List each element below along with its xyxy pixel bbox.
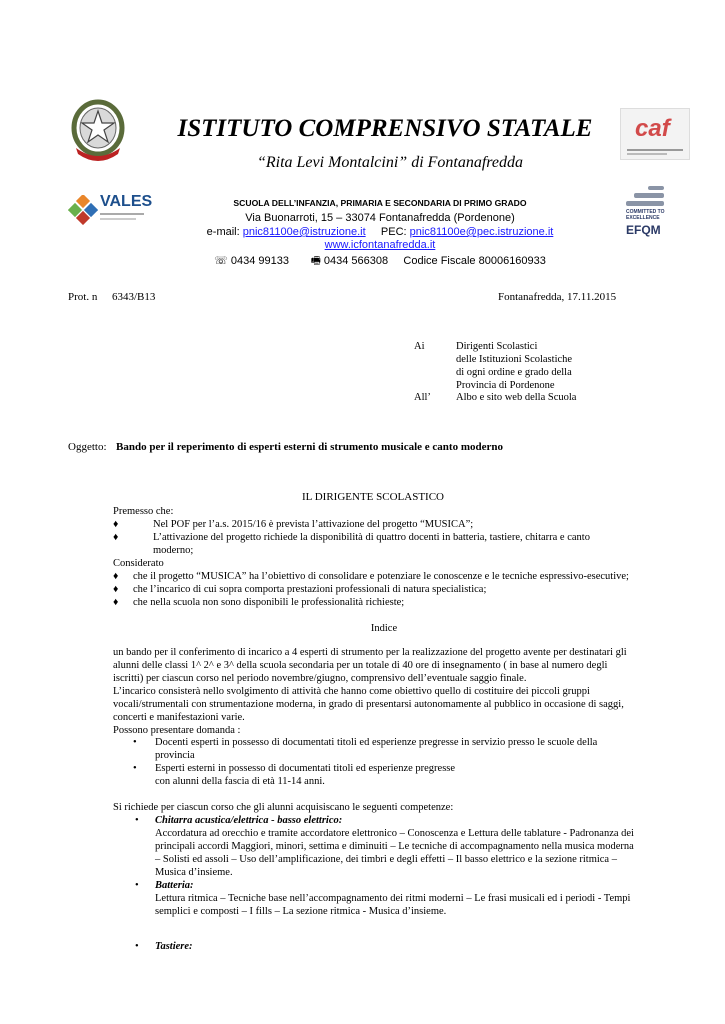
recipient-line: Dirigenti Scolastici [456,341,538,352]
course-name: Batteria: [155,880,194,891]
premesso-item: ♦ L’attivazione del progetto richiede la disponibilità di quattro docenti in batteria, tastiere, chitarra e canto moderno; [113,532,590,556]
considerato-heading: Considerato [113,558,164,569]
course-name: Tastiere: [155,941,193,952]
premesso-heading: Premesso che: [113,506,174,517]
body-heading: IL DIRIGENTE SCOLASTICO [302,491,444,503]
efqm-logo-text: EFQM [626,223,661,237]
prot-label: Prot. n [68,291,98,303]
diamond-bullet-icon: ♦ [113,584,119,595]
bullet-icon: • [133,737,137,748]
recipient-line: delle Istituzioni Scolastiche [456,354,573,365]
prot-number: 6343/B13 [112,291,156,303]
subject-label: Oggetto: [68,441,107,453]
school-address: Via Buonarroti, 15 – 33074 Fontanafredda (Pordenone) [245,212,515,224]
bullet-icon: • [135,815,139,826]
bando-line: un bando per il conferimento di incarico a 4 esperti di strumento per la realizzazione del progetto avente per destinatari gli [113,647,627,658]
fax-icon: 🖷 [310,255,321,267]
ai-label: Ai [414,341,425,352]
school-subtitle: “Rita Levi Montalcini” di Fontanafredda [256,154,524,171]
bullet-icon: • [135,880,139,891]
vales-logo-text: VALES [100,193,153,210]
bando-line: alunni delle classi 1^ 2^ e 3^ della scuola secondaria per un totale di 40 ore di insegnamento ( in base al numero degli [113,660,608,671]
phone-number: 0434 99133 [230,255,290,267]
phone-icon: ☏ [214,255,228,267]
email-link[interactable]: pnic81100e@istruzione.it [242,226,366,238]
indice-heading: Indice [370,623,398,634]
fax-number: 0434 566308 [323,255,389,267]
diamond-bullet-icon: ♦ [113,519,119,530]
diamond-bullet-icon: ♦ [113,597,119,608]
recipient-line: di ogni ordine e grado della [456,367,572,378]
contact-emails [150,226,610,238]
bullet-icon: • [135,941,139,952]
bullet-icon: • [133,763,137,774]
website-link[interactable]: www.icfontanafredda.it [324,239,436,251]
bando-line: iscritti) per ciascun corso nel periodo novembre/giugno, comprensivo dell’eventuale saggio finale. [113,673,527,684]
email-label: e-mail: [206,226,240,238]
fiscal-code: Codice Fiscale 80006160933 [403,255,546,267]
all-label: All’ [414,392,431,403]
phone-fax-line [150,252,610,271]
diamond-bullet-icon: ♦ [113,532,119,543]
vales-mark-icon [68,195,98,225]
school-levels: SCUOLA DELL’INFANZIA, PRIMARIA E SECONDARIA DI PRIMO GRADO [233,198,527,208]
competenze-intro: Si richiede per ciascun corso che gli alunni acquisiscano le seguenti competenze: [113,802,454,813]
all-recipient: Albo e sito web della Scuola [456,392,577,403]
vales-logo [68,193,153,227]
bando-line: vocali/strumentali con strumentazione moderna, in grado di presentarsi autonomamente al pubblico in occasione di saggi, [113,699,624,710]
recipient-line: Provincia di Pordenone [456,380,555,391]
website [150,239,610,251]
page-title: ISTITUTO COMPRENSIVO STATALE [177,115,593,142]
pec-label: PEC: [380,226,407,238]
pec-link[interactable]: pnic81100e@pec.istruzione.it [409,226,554,238]
diamond-bullet-icon: ♦ [113,571,119,582]
bando-line: concerti e manifestazioni varie. [113,712,245,723]
efqm-committed-text: COMMITTED TO EXCELLENCE [626,209,665,221]
efqm-logo [626,186,670,238]
bando-line: Possono presentare domanda : [113,725,241,736]
course-name: Chitarra acustica/elettrica - basso elettrico: [155,815,343,826]
place-date: Fontanafredda, 17.11.2015 [498,291,617,303]
ai-recipients [456,340,656,392]
caf-logo-text: caf [635,115,670,142]
bando-paragraph [113,646,658,737]
subject-text: Bando per il reperimento di esperti esterni di strumento musicale e canto moderno [116,441,503,453]
bando-line: L’incarico consisterà nello svolgimento di attività che hanno come obiettivo quello di costituire dei piccoli gruppi [113,686,590,697]
